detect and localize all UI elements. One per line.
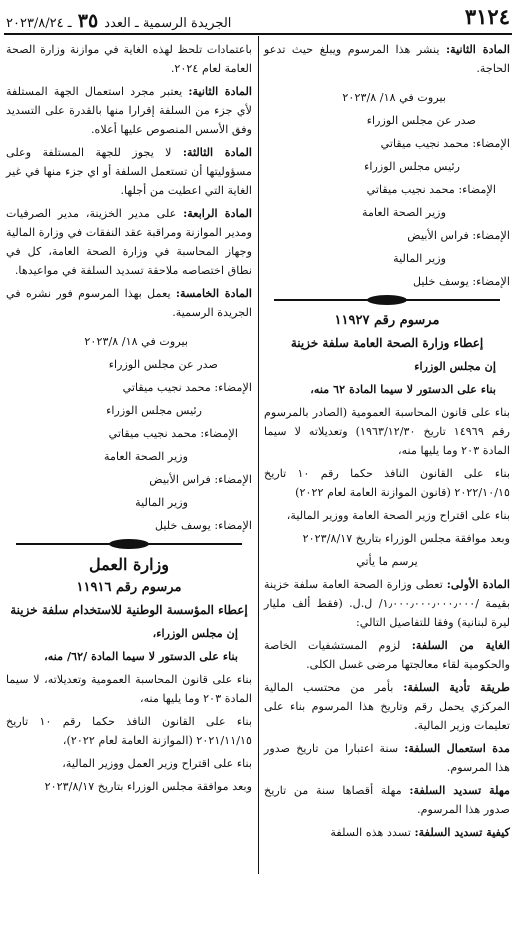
page-number: ٣١٢٤ [464,4,510,29]
signature-pm-2: الإمضاء: محمد نجيب ميقاتي [366,183,496,196]
signature-finance: الإمضاء: يوسف خليل [412,275,510,288]
basis-2: بناء على القانون النافذ حكما رقم ١٠ تاريخ ٢٠٢١/١١/١٥ (الموازنة العامة لعام ٢٠٢٢)، [6,715,252,747]
council-heading: إن مجلس الوزراء، [152,626,238,640]
basis-3: بناء على اقتراح وزير العمل ووزير المالية، [62,757,252,770]
signature-pm-2: الإمضاء: محمد نجيب ميقاتي [108,427,238,440]
page-header [6,4,510,32]
health-minister-title: وزير الصحة العامة [104,450,188,463]
article-3: المادة الثالثة: لا يجوز للجهة المستلفة وعلى مسؤوليتها أن تستعمل السلفة أو اي جزء منها في غير الغاية التي اعطيت من أجلها. [6,145,252,197]
article-1: المادة الأولى: تعطى وزارة الصحة العامة سلفة خزينة بقيمة /١٫٠٠٠٫٠٠٠٫٠٠٠٫٠٠٠/ ل.ل. (فقط ألف مليار ليرة لبنانية) وفقا للتفاصيل التالي: [264,577,510,629]
signature-finance: الإمضاء: يوسف خليل [154,519,252,532]
constitution-basis: بناء على الدستور لا سيما المادة /٦٢/ منه، [44,649,238,663]
issue-date: ـ ٢٠٢٣/٨/٢٤ [6,16,72,31]
basis-4: وبعد موافقة مجلس الوزراء بتاريخ ٢٠٢٣/٨/١٧ [302,532,510,545]
finance-minister-title: وزير المالية [393,252,446,265]
signature-pm-1: الإمضاء: محمد نجيب ميقاتي [380,137,510,150]
basis-1: بناء على قانون المحاسبة العمومية (الصادر بالمرسوم رقم ١٤٩٦٩ تاريخ ١٩٦٣/١٢/٣٠) وتعديلاته لا سيما المادة ٢٠٣ وما يليها منه، [264,406,510,457]
issued-by: صدر عن مجلس الوزراء [108,358,218,371]
signature-health: الإمضاء: فراس الأبيض [149,473,252,486]
decree-title: إعطاء المؤسسة الوطنية للاستخدام سلفة خزينة [10,603,248,617]
pm-title: رئيس مجلس الوزراء [106,404,202,417]
repayment-method: كيفية تسديد السلفة: تسدد هذه السلفة [330,825,510,839]
left-column [6,40,252,800]
section-separator [264,295,510,305]
gazette-title [6,10,231,32]
article-4: المادة الرابعة: على مدير الخزينة، مدير الصرفيات ومدير الموازنة ومراقبة عقد النفقات في وزارة المالية وجهاز المحاسبة في وزارة الصحة العامة، كل في نطاق اختصاصه ملاحقة تسديد السلفة في مواعيدها. [6,206,252,277]
right-column [264,40,510,846]
gazette-name: الجريدة الرسمية ـ العدد [104,16,232,31]
repayment-period: مهلة تسديد السلفة: مهلة أقصاها سنة من تاريخ صدور هذا المرسوم. [264,783,511,816]
basis-1: بناء على قانون المحاسبة العمومية وتعديلاته، لا سيما المادة ٢٠٣ وما يليها منه، [6,673,252,705]
column-divider [258,36,259,874]
issued-by: صدر عن مجلس الوزراء [366,114,476,127]
article-5: المادة الخامسة: يعمل بهذا المرسوم فور نشره في الجريدة الرسمية. [6,286,252,319]
article-2: المادة الثانية: يعتبر مجرد استعمال الجهة المستلفة لأي جزء من السلفة إقرارا منها بالقدرة على التسديد وفق الأسس المنصوص عليها أعلاه. [6,84,252,136]
signature-health: الإمضاء: فراس الأبيض [407,229,510,242]
decrees-heading: يرسم ما يأتي [356,555,418,568]
usage-period: مدة استعمال السلفة: سنة اعتبارا من تاريخ صدور هذا المرسوم. [264,741,511,774]
issue-number: ٣٥ [77,10,99,32]
basis-4: وبعد موافقة مجلس الوزراء بتاريخ ٢٠٢٣/٨/١٧ [44,780,252,793]
decree-title: إعطاء وزارة الصحة العامة سلفة خزينة [290,336,484,350]
decree-number: مرسوم رقم ١١٩٢٧ [334,313,440,328]
signature-pm-1: الإمضاء: محمد نجيب ميقاتي [122,381,252,394]
place-date: بيروت في ١٨/ ٢٠٢٣/٨ [342,91,446,104]
pm-title: رئيس مجلس الوزراء [364,160,460,173]
basis-3: بناء على اقتراح وزير الصحة العامة ووزير المالية، [286,509,510,522]
article-2: المادة الثانية: ينشر هذا المرسوم ويبلغ حيث تدعو الحاجة. [264,42,510,75]
header-rule [4,33,512,35]
health-minister-title: وزير الصحة العامة [362,206,446,219]
ministry-heading: وزارة العمل [89,555,169,574]
continuation-text: باعتمادات تلحظ لهذه الغاية في موازنة وزارة الصحة العامة لعام ٢٠٢٤. [6,43,252,75]
basis-2: بناء على القانون النافذ حكما رقم ١٠ تاريخ ٢٠٢٢/١٠/١٥ (قانون الموازنة العامة لعام ٢٠٢٢) [264,467,510,499]
constitution-basis: بناء على الدستور لا سيما المادة ٦٢ منه، [310,382,496,396]
council-heading: إن مجلس الوزراء [414,359,496,373]
payment-method: طريقة تأدية السلفة: بأمر من محتسب المالية المركزي يحمل رقم وتاريخ هذا المرسوم بناء على تعليمات وزير المالية. [264,680,510,732]
advance-goal: الغاية من السلفة: لزوم المستشفيات الخاصة والحكومية لقاء معالجتها مرضى غسل الكلى. [264,638,510,671]
place-date: بيروت في ١٨/ ٢٠٢٣/٨ [84,335,188,348]
decree-number: مرسوم رقم ١١٩١٦ [76,580,182,595]
section-separator [6,539,252,549]
finance-minister-title: وزير المالية [135,496,188,509]
